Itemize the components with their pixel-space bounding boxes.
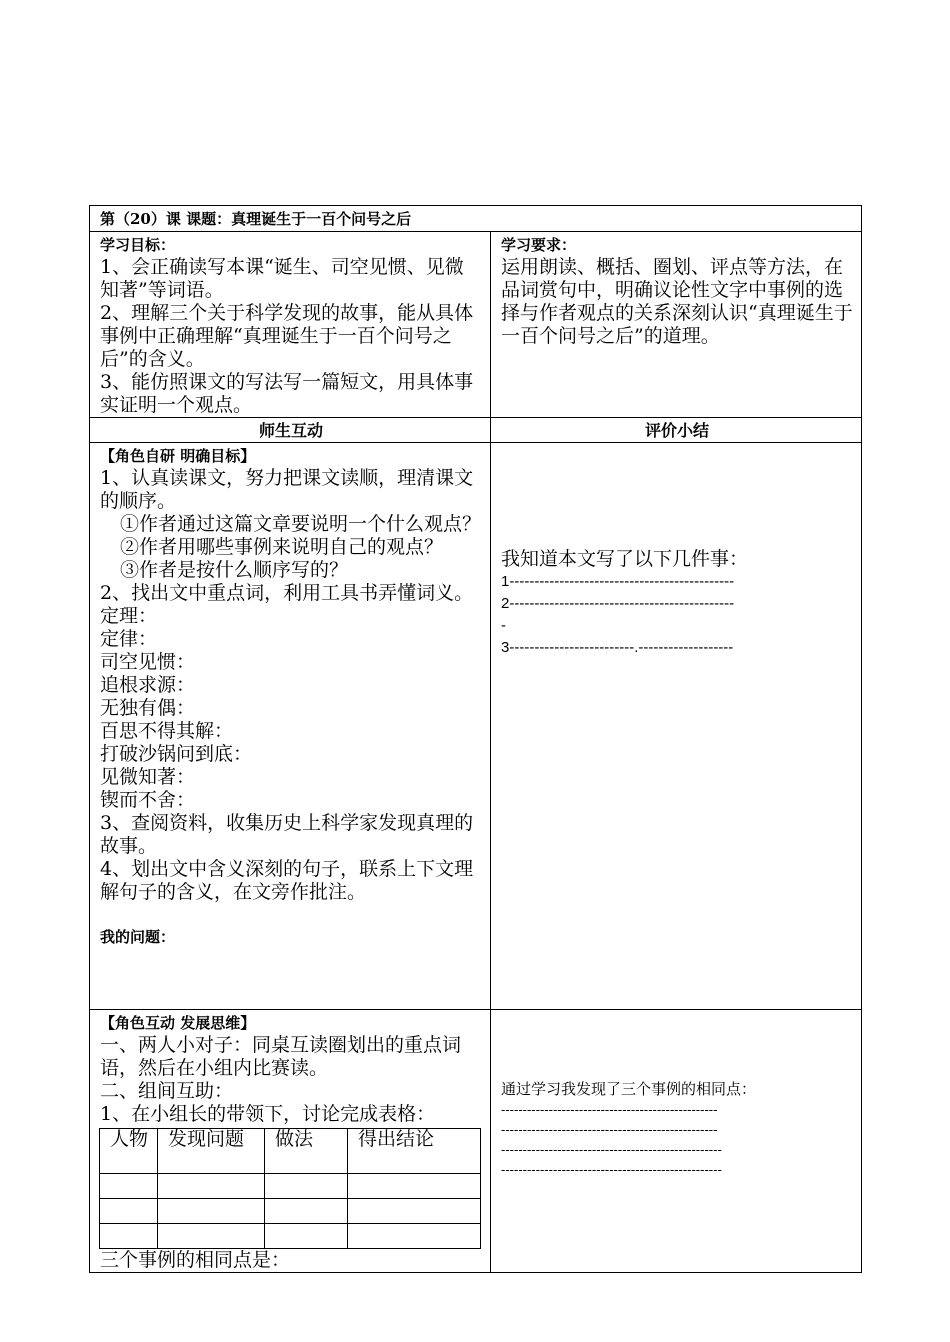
table-cell[interactable]	[265, 1174, 348, 1199]
task-item: 4、划出文中含义深刻的句子，联系上下文理解句子的含义，在文旁作批注。	[100, 858, 474, 903]
my-question-label: 我的问题：	[100, 928, 176, 946]
table-header: 人物	[100, 1129, 158, 1174]
step-item: 二、组间互助：	[100, 1080, 234, 1102]
table-cell[interactable]	[100, 1199, 158, 1224]
table-header: 做法	[265, 1129, 348, 1174]
vocab-item: 追根求源：	[100, 674, 196, 696]
summary-line: 3-------------------------.-------------------	[501, 639, 734, 656]
column-header-interaction: 师生互动	[90, 418, 491, 443]
table-cell[interactable]	[158, 1174, 265, 1199]
vocab-item: 无独有偶：	[100, 697, 196, 719]
question-item: ①作者通过这篇文章要说明一个什么观点？	[120, 513, 482, 535]
table-cell[interactable]	[348, 1224, 481, 1249]
summary-line: ---------------------------------------------------	[501, 1162, 722, 1177]
goal-item: 3、能仿照课文的写法写一篇短文，用具体事实证明一个观点。	[100, 371, 474, 416]
lesson-plan	[89, 205, 861, 1273]
conclusion-prompt: 三个事例的相同点是：	[100, 1249, 291, 1271]
discussion-table	[99, 1128, 481, 1249]
table-cell[interactable]	[100, 1224, 158, 1249]
table-header: 发现问题	[158, 1129, 265, 1174]
goal-item: 2、理解三个关于科学发现的故事，能从具体事例中正确理解“真理诞生于一百个问号之后”的含义。	[100, 302, 474, 370]
lesson-title: 第（20）课 课题：真理诞生于一百个问号之后	[90, 206, 862, 232]
task-item: 3、查阅资料，收集历史上科学家发现真理的故事。	[100, 812, 474, 857]
summary-intro: 我知道本文写了以下几件事：	[501, 548, 749, 570]
requirements-label: 学习要求：	[501, 236, 577, 254]
summary-line: 1---------------------------------------------	[501, 573, 735, 590]
lesson-table	[89, 205, 862, 1273]
task-item: 2、找出文中重点词，利用工具书弄懂词义。	[100, 582, 474, 604]
vocab-item: 锲而不舍：	[100, 789, 196, 811]
vocab-item: 司空见惯：	[100, 651, 196, 673]
requirements-text: 运用朗读、概括、圈划、评点等方法，在品词赏句中，明确议论性文字中事例的选择与作者观点的关系深刻认识“真理诞生于一百个问号之后”的道理。	[501, 256, 853, 347]
table-cell[interactable]	[158, 1224, 265, 1249]
vocab-item: 见微知著：	[100, 766, 196, 788]
summary-line: --------------------------------------------------	[501, 1102, 718, 1117]
table-row	[100, 1224, 481, 1249]
summary-line: 2---------------------------------------------	[501, 595, 735, 612]
section-heading: 【角色自研 明确目标】	[100, 447, 256, 465]
table-row	[100, 1174, 481, 1199]
column-header-summary: 评价小结	[491, 418, 862, 443]
vocab-item: 定理：	[100, 605, 158, 627]
table-cell[interactable]	[265, 1224, 348, 1249]
summary-intro: 通过学习我发现了三个事例的相同点：	[501, 1080, 757, 1098]
step-item: 1、在小组长的带领下，讨论完成表格：	[100, 1103, 436, 1125]
table-cell[interactable]	[100, 1174, 158, 1199]
table-cell[interactable]	[348, 1174, 481, 1199]
task-item: 1、认真读课文，努力把课文读顺，理清课文的顺序。	[100, 467, 474, 512]
goals-label: 学习目标：	[100, 236, 176, 254]
question-item: ②作者用哪些事例来说明自己的观点？	[120, 536, 444, 558]
table-cell[interactable]	[348, 1199, 481, 1224]
summary-line: -	[501, 617, 506, 634]
step-item: 一、两人小对子：同桌互读圈划出的重点词语，然后在小组内比赛读。	[100, 1034, 462, 1079]
summary-line: ---------------------------------------------------	[501, 1142, 722, 1157]
vocab-item: 百思不得其解：	[100, 720, 234, 742]
summary-line: --------------------------------------------------	[501, 1122, 718, 1137]
vocab-item: 定律：	[100, 628, 158, 650]
table-cell[interactable]	[265, 1199, 348, 1224]
table-cell[interactable]	[158, 1199, 265, 1224]
table-header: 得出结论	[348, 1129, 481, 1174]
question-item: ③作者是按什么顺序写的？	[120, 559, 349, 581]
goal-item: 1、会正确读写本课“诞生、司空见惯、见微知著”等词语。	[100, 256, 464, 301]
vocab-item: 打破沙锅问到底：	[100, 743, 253, 765]
table-row	[100, 1199, 481, 1224]
section-heading: 【角色互动 发展思维】	[100, 1014, 256, 1032]
